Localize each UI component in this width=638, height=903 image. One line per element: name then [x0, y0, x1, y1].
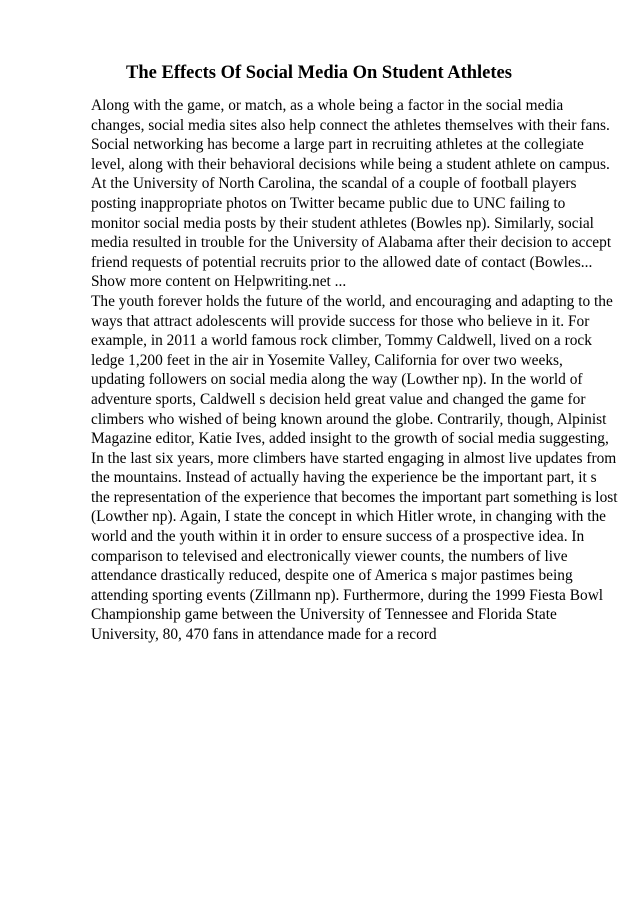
body-line: Social networking has become a large part in recruiting athletes at the collegiate: [91, 136, 584, 154]
document-title: The Effects Of Social Media On Student Athletes: [126, 63, 512, 83]
body-line: In the last six years, more climbers have started engaging in almost live updates from: [91, 449, 617, 467]
body-line: updating followers on social media along the way (Lowther np). In the world of: [91, 371, 583, 389]
document-body: [91, 96, 618, 645]
body-line: At the University of North Carolina, the scandal of a couple of football players: [91, 175, 577, 193]
body-line: (Lowther np). Again, I state the concept in which Hitler wrote, in changing with the: [91, 508, 607, 526]
body-line: world and the youth within it in order to ensure success of a prospective idea. In: [91, 528, 585, 546]
body-line: monitor social media posts by their student athletes (Bowles np). Similarly, social: [91, 214, 594, 232]
body-line: attending sporting events (Zillmann np). Furthermore, during the 1999 Fiesta Bowl: [91, 586, 604, 604]
body-line: level, along with their behavioral decisions while being a student athlete on campus.: [91, 155, 610, 173]
body-line: Magazine editor, Katie Ives, added insight to the growth of social media suggesting,: [91, 430, 609, 448]
body-line: friend requests of potential recruits prior to the allowed date of contact (Bowles...: [91, 253, 593, 271]
body-line: media resulted in trouble for the University of Alabama after their decision to accept: [91, 234, 612, 252]
body-line: The youth forever holds the future of the world, and encouraging and adapting to the: [91, 292, 613, 310]
body-line: Along with the game, or match, as a whole being a factor in the social media: [91, 97, 564, 114]
body-line: the representation of the experience that becomes the important part something is lost: [91, 488, 618, 506]
show-more-line: Show more content on Helpwriting.net ...: [91, 273, 347, 291]
body-line: ways that attract adolescents will provide success for those who believe in it. For: [91, 312, 590, 330]
body-line: ledge 1,200 feet in the air in Yosemite Valley, California for over two weeks,: [91, 351, 563, 369]
body-line: changes, social media sites also help connect the athletes themselves with their fans.: [91, 116, 610, 134]
body-line: attendance drastically reduced, despite one of America s major pastimes being: [91, 567, 573, 585]
body-line: posting inappropriate photos on Twitter became public due to UNC failing to: [91, 194, 566, 212]
body-line: example, in 2011 a world famous rock climber, Tommy Caldwell, lived on a rock: [91, 332, 592, 350]
body-line: Championship game between the University of Tennessee and Florida State: [91, 606, 557, 624]
body-line: climbers who wished of being known around the globe. Contrarily, though, Alpinist: [91, 410, 607, 428]
body-line: the mountains. Instead of actually having the experience be the important part, it s: [91, 469, 597, 487]
body-line: University, 80, 470 fans in attendance made for a record: [91, 626, 437, 644]
body-line: adventure sports, Caldwell s decision held great value and changed the game for: [91, 390, 586, 408]
body-line: comparison to televised and electronically viewer counts, the numbers of live: [91, 547, 568, 565]
